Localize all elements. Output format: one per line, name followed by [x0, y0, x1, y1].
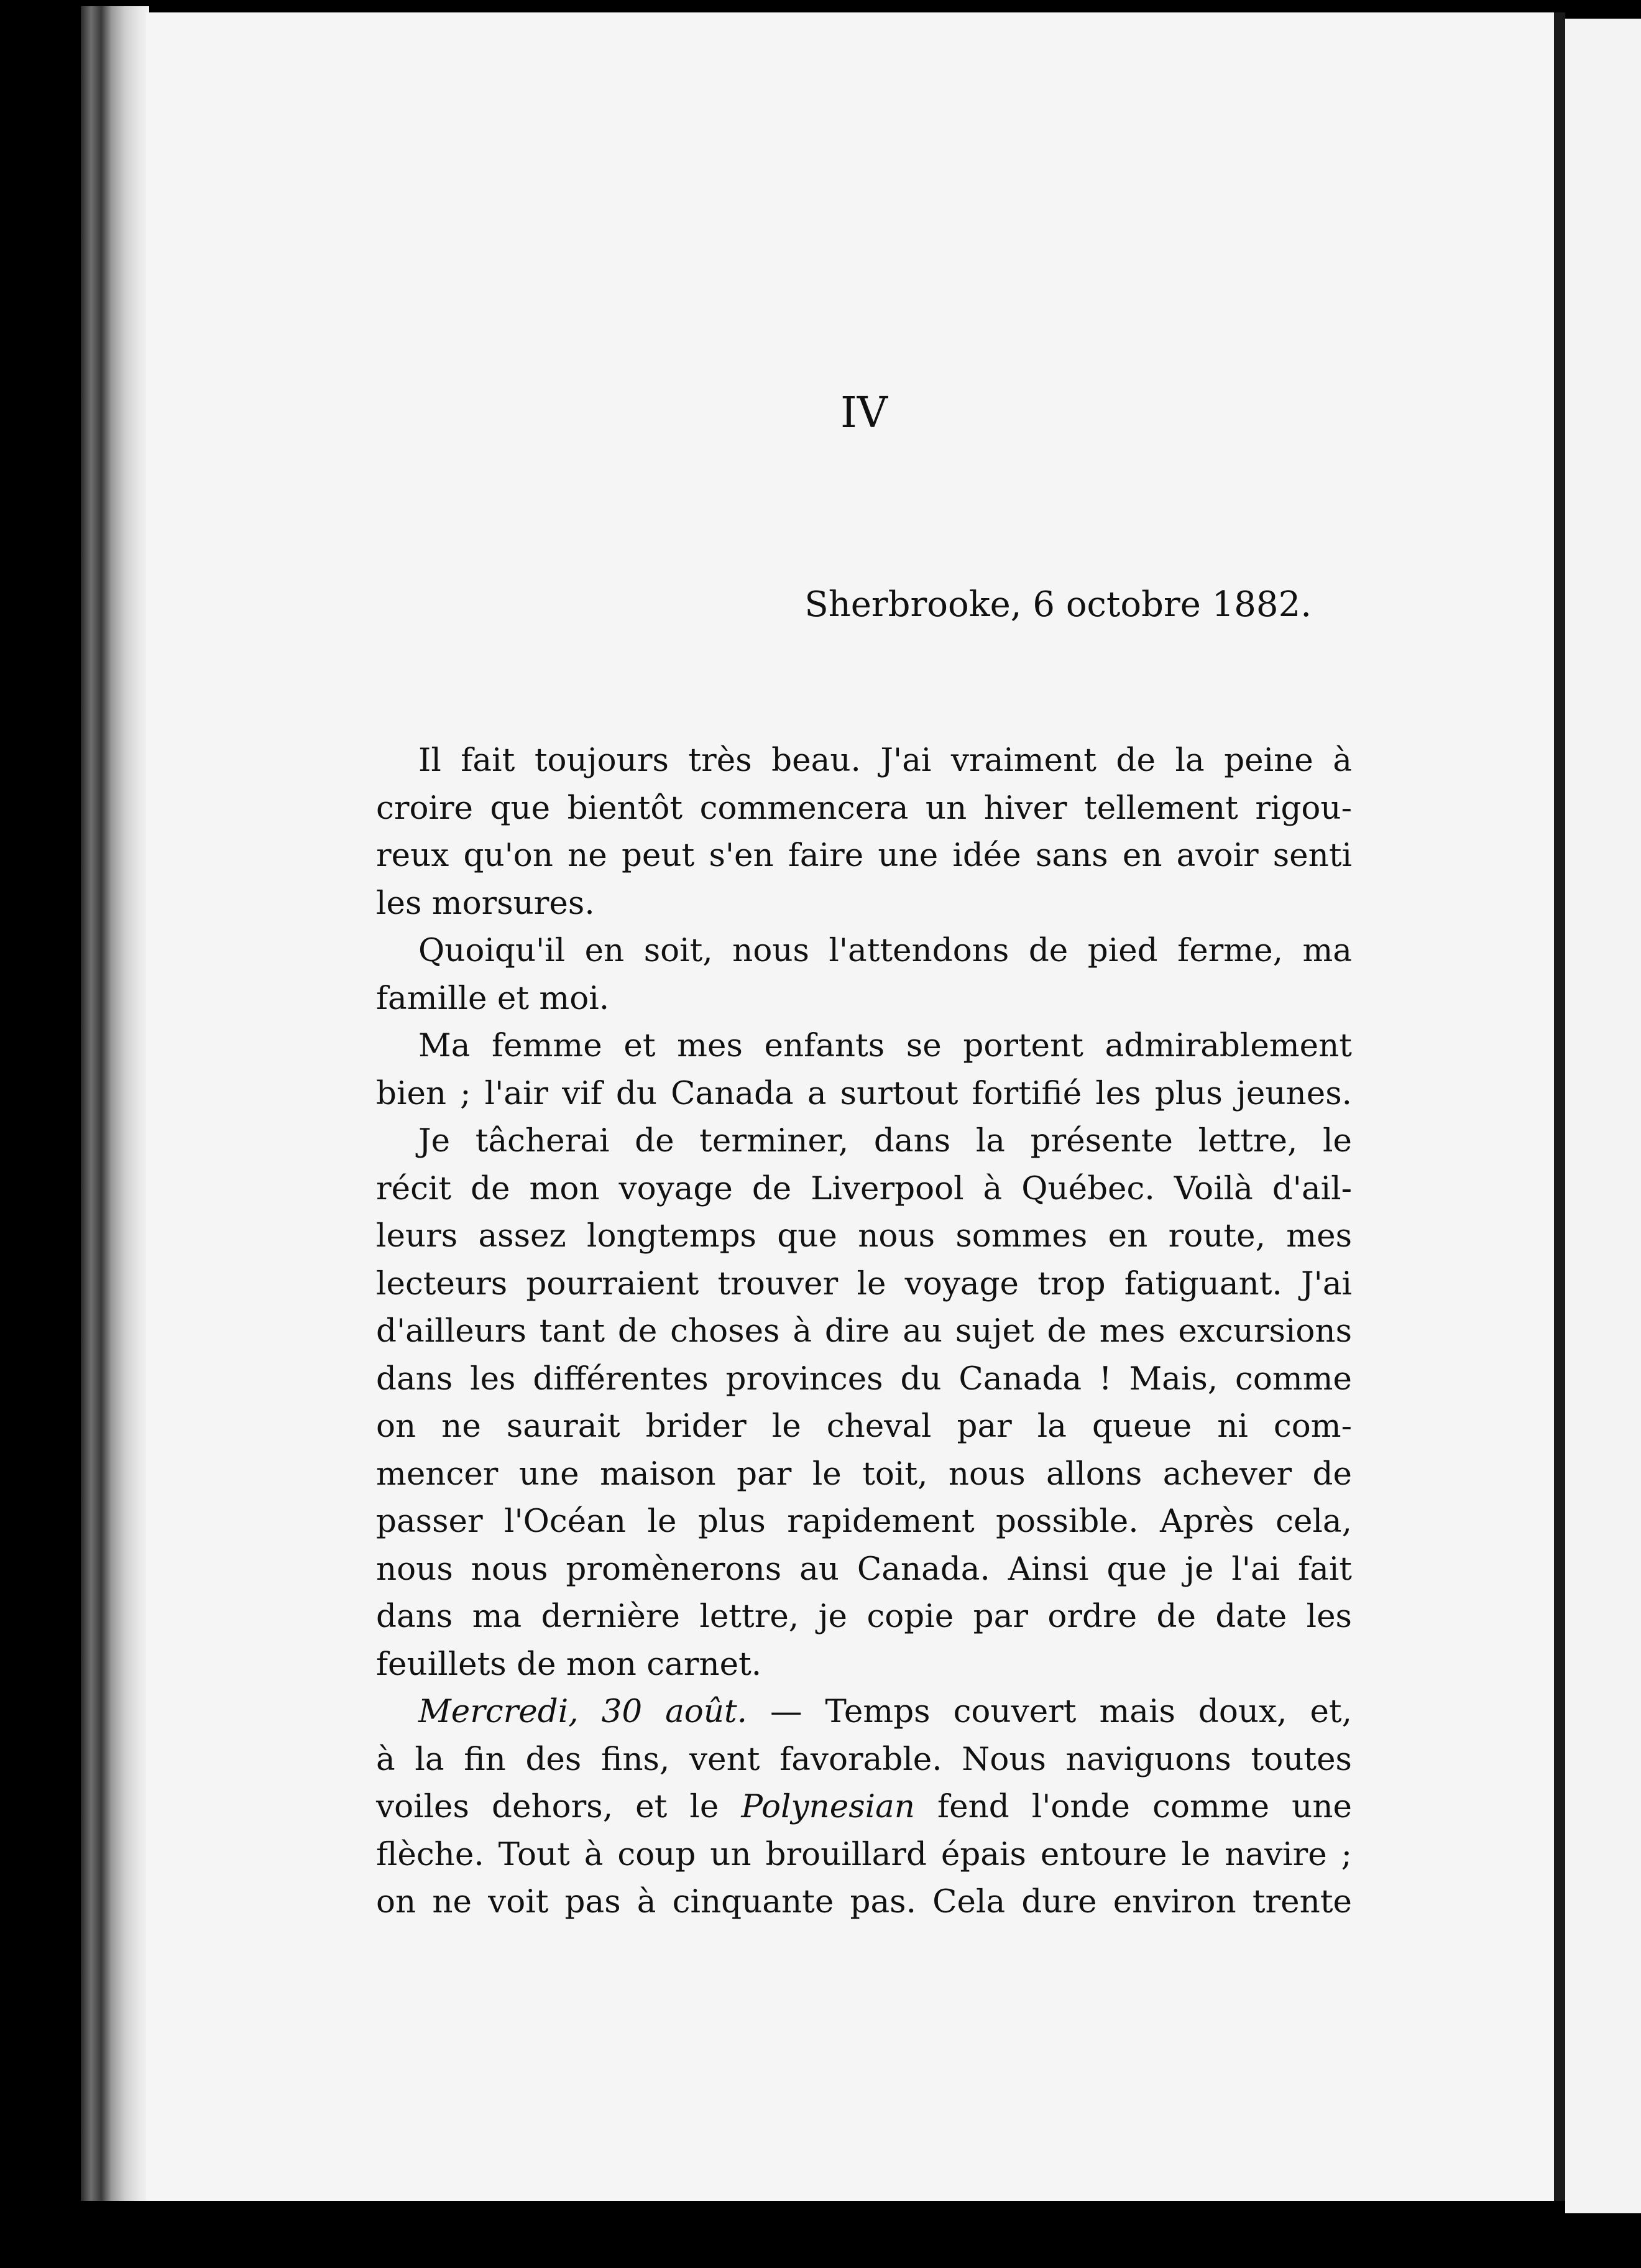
text-line: nous nous promènerons au Canada. Ainsi que je l'ai fait: [376, 1550, 1352, 1588]
text-line: on ne saurait brider le cheval par la queue ni com-: [376, 1408, 1352, 1445]
text-line: lecteurs pourraient trouver le voyage trop fatiguant. J'ai: [376, 1265, 1352, 1302]
text-line: bien ; l'air vif du Canada a surtout fortifié les plus jeunes.: [376, 1074, 1352, 1112]
text-line: famille et moi.: [376, 979, 610, 1017]
text-line: [376, 1688, 1352, 1736]
text-fragment: — Temps couvert mais doux, et,: [747, 1693, 1352, 1730]
book-gutter: [81, 6, 149, 2201]
text-line: leurs assez longtemps que nous sommes en route, mes: [376, 1217, 1352, 1255]
text-line: croire que bientôt commencera un hiver tellement rigou-: [376, 789, 1352, 827]
letter-body: [376, 737, 1352, 1926]
text-line: reux qu'on ne peut s'en faire une idée sans en avoir senti: [376, 837, 1352, 874]
text-line: on ne voit pas à cinquante pas. Cela dure environ trente: [376, 1883, 1352, 1920]
text-line: dans ma dernière lettre, je copie par ordre de date les: [376, 1598, 1352, 1635]
next-page-sliver: [1565, 19, 1641, 2213]
text-line: mencer une maison par le toit, nous allons achever de: [376, 1455, 1352, 1493]
text-line: feuillets de mon carnet.: [376, 1645, 762, 1683]
text-line: Il fait toujours très beau. J'ai vraiment de la peine à: [418, 742, 1352, 779]
journal-entry-date: Mercredi, 30 août.: [418, 1693, 748, 1730]
text-line: Ma femme et mes enfants se portent admirablement: [418, 1027, 1352, 1064]
page-edge: [1554, 12, 1565, 2201]
text-line: passer l'Océan le plus rapidement possible. Après cela,: [376, 1503, 1352, 1540]
text-line: [376, 1783, 1352, 1831]
text-line: dans les différentes provinces du Canada ! Mais, comme: [376, 1360, 1352, 1398]
letter-dateline: Sherbrooke, 6 octobre 1882.: [804, 584, 1312, 625]
text-line: les morsures.: [376, 884, 595, 922]
text-line: Je tâcherai de terminer, dans la présente lettre, le: [418, 1122, 1352, 1159]
text-line: récit de mon voyage de Liverpool à Québec. Voilà d'ail-: [376, 1169, 1352, 1207]
text-fragment: fend l'onde comme une: [914, 1788, 1352, 1825]
text-fragment: voiles dehors, et le: [376, 1788, 742, 1825]
text-line: d'ailleurs tant de choses à dire au sujet de mes excursions: [376, 1312, 1352, 1350]
text-line: Quoiqu'il en soit, nous l'attendons de pied ferme, ma: [418, 932, 1352, 969]
ship-name: Polynesian: [741, 1788, 915, 1825]
chapter-numeral: IV: [840, 389, 888, 438]
text-line: à la fin des fins, vent favorable. Nous naviguons toutes: [376, 1740, 1352, 1778]
text-line: flèche. Tout à coup un brouillard épais entoure le navire ;: [376, 1835, 1352, 1873]
